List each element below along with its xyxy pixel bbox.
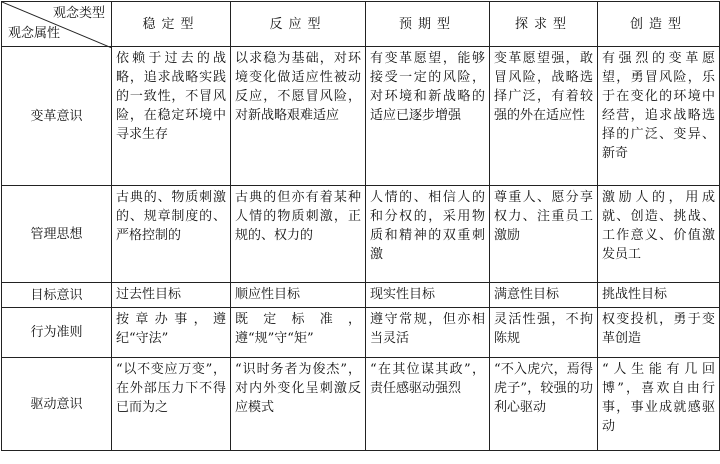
table-cell: “以不变应万变”，在外部压力下不得已而为之	[112, 358, 231, 451]
table-cell: 现实性目标	[366, 283, 490, 308]
table-cell: 依赖于过去的战略，追求战略实践的一致性，不冒风险，在稳定环境中寻求生存	[112, 47, 231, 186]
table-cell: 尊重人、愿分享权力、注重员工激励	[490, 186, 598, 283]
table-cell: 人情的、相信人的和分权的，采用物质和精神的双重刺激	[366, 186, 490, 283]
column-header-stable: 稳定型	[112, 2, 231, 47]
table-row	[2, 358, 720, 451]
corner-header-cell	[2, 2, 112, 47]
table-cell: 以求稳为基础，对环境变化做适应性被动反应，不愿冒风险，对新战略艰难适应	[231, 47, 366, 186]
table-cell: 有变革愿望，能够接受一定的风险，对环境和新战略的适应已逐步增强	[366, 47, 490, 186]
column-header-exploratory: 探求型	[490, 2, 598, 47]
table-cell: 激励人的，用成就、创造、挑战、工作意义、价值激发员工	[598, 186, 720, 283]
table-row	[2, 186, 720, 283]
corner-label-type: 观念类型	[52, 6, 105, 21]
table-cell: 既定标准，遵“规”守“矩”	[231, 308, 366, 358]
table-cell: 满意性目标	[490, 283, 598, 308]
concept-type-table	[1, 1, 720, 451]
row-label: 目标意识	[2, 283, 112, 308]
column-header-reactive: 反应型	[231, 2, 366, 47]
table-cell: 变革愿望强，敢冒风险，战略选择广泛，有着较强的外在适应性	[490, 47, 598, 186]
row-label: 行为准则	[2, 308, 112, 358]
table-cell: 古典的但亦有着某种人情的物质刺激，正规的、权力的	[231, 186, 366, 283]
table-cell: 有强烈的变革愿望，勇冒风险，乐于在变化的环境中经营，追求战略选择的广泛、变异、新奇	[598, 47, 720, 186]
table-cell: 古典的、物质刺激的、规章制度的、严格控制的	[112, 186, 231, 283]
table-cell: “识时务者为俊杰”，对内外变化呈刺激反应模式	[231, 358, 366, 451]
column-header-creative: 创造型	[598, 2, 720, 47]
table-row	[2, 47, 720, 186]
table-cell: 过去性目标	[112, 283, 231, 308]
row-label: 管理思想	[2, 186, 112, 283]
table-cell: 权变投机，勇于变革创造	[598, 308, 720, 358]
table-cell: 按章办事，遵纪“守法”	[112, 308, 231, 358]
table-row	[2, 308, 720, 358]
table-cell: 灵活性强，不拘陈规	[490, 308, 598, 358]
table-cell: 顺应性目标	[231, 283, 366, 308]
table-cell: 挑战性目标	[598, 283, 720, 308]
table-cell: “不入虎穴，焉得虎子”，较强的功利心驱动	[490, 358, 598, 451]
table-cell: “在其位谋其政”，责任感驱动强烈	[366, 358, 490, 451]
table-cell: 遵守常规，但亦相当灵活	[366, 308, 490, 358]
row-label: 变革意识	[2, 47, 112, 186]
table-cell: “人生能有几回博”，喜欢自由行事，事业成就感驱动	[598, 358, 720, 451]
corner-label-attribute: 观念属性	[8, 26, 61, 41]
table-row	[2, 283, 720, 308]
column-header-anticipatory: 预期型	[366, 2, 490, 47]
row-label: 驱动意识	[2, 358, 112, 451]
